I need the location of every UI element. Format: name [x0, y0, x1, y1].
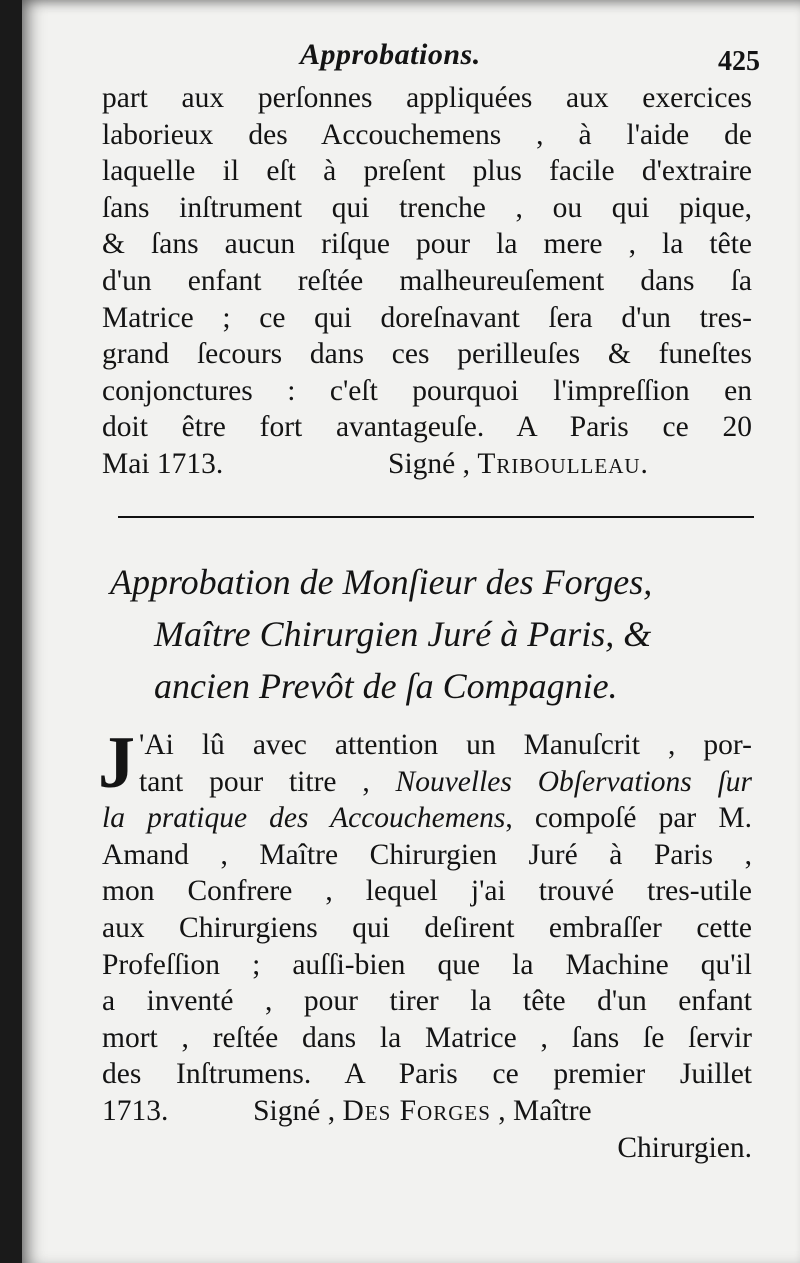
- drop-cap: J: [98, 722, 135, 804]
- signatory-title: Chirurgien.: [617, 1131, 752, 1164]
- text-line: des Inſtrumens. A Paris ce premier Juillet: [102, 1058, 752, 1091]
- text-line: Profeſſion ; auſſi-bien que la Machine qu'il: [102, 948, 752, 981]
- text-line: ſans inſtrument qui trenche , ou qui pique,: [102, 191, 752, 224]
- book-page: [22, 0, 800, 1263]
- text-line: a inventé , pour tirer la tête d'un enfant: [102, 985, 752, 1018]
- text-line: laborieux des Accouchemens , à l'aide de: [102, 118, 752, 151]
- book-title-segment: Nouvelles Obſervations ſur: [395, 765, 752, 798]
- signature-line: [102, 1093, 752, 1130]
- closing-date: 1713.: [102, 1094, 169, 1127]
- approbation-1-text: [102, 80, 752, 483]
- signatory-title-line: [102, 1130, 752, 1167]
- text-line: laquelle il eſt à preſent plus facile d'extraire: [102, 155, 752, 188]
- heading-line: Approbation de Monſieur des Forges,: [110, 562, 653, 602]
- heading-line: ancien Prevôt de ſa Compagnie.: [154, 666, 618, 706]
- text-line: d'un enfant reſtée malheureuſement dans ſa: [102, 264, 752, 297]
- text-line: part aux perſonnes appliquées aux exercices: [102, 82, 752, 114]
- approbation-2-text: [98, 722, 752, 1166]
- signatory-title: , Maître: [498, 1094, 592, 1127]
- signature-line: [102, 446, 752, 483]
- text-line: aux Chirurgiens qui deſirent embraſſer cette: [102, 911, 752, 944]
- text-segment: , compoſé par M.: [505, 802, 752, 835]
- closing-date: Mai 1713.: [102, 447, 224, 480]
- text-line: [102, 800, 752, 837]
- running-title: Approbations.: [300, 38, 481, 71]
- section-heading: [102, 556, 762, 712]
- page-header: [110, 34, 760, 86]
- book-title-segment: la pratique des Accouchemens: [102, 802, 506, 835]
- text-segment: tant pour titre ,: [139, 765, 396, 798]
- text-line: & ſans aucun riſque pour la mere , la tête: [102, 228, 752, 261]
- text-line: 'Ai lû avec attention un Manuſcrit , por-: [139, 729, 752, 761]
- text-line: doit être fort avantageuſe. A Paris ce 20: [102, 411, 752, 444]
- text-line: mort , reſtée dans la Matrice , ſans ſe ſervir: [102, 1021, 752, 1054]
- text-line: Amand , Maître Chirurgien Juré à Paris ,: [102, 838, 752, 871]
- text-line: grand ſecours dans ces perilleuſes & funeſtes: [102, 338, 752, 371]
- section-divider: [118, 516, 754, 518]
- text-line: Matrice ; ce qui doreſnavant ſera d'un tres-: [102, 301, 752, 334]
- text-line: [102, 764, 752, 801]
- text-line: mon Confrere , lequel j'ai trouvé tres-utile: [102, 875, 752, 908]
- page-number: 425: [718, 46, 760, 77]
- signature-prefix: Signé ,: [388, 447, 470, 480]
- text-line: conjonctures : c'eſt pourquoi l'impreſſion en: [102, 374, 752, 407]
- heading-line: Maître Chirurgien Juré à Paris, &: [154, 614, 652, 654]
- signatory-name: Triboulleau.: [477, 447, 649, 480]
- signature-prefix: Signé ,: [253, 1094, 336, 1127]
- signatory-name: Des Forges: [342, 1094, 491, 1127]
